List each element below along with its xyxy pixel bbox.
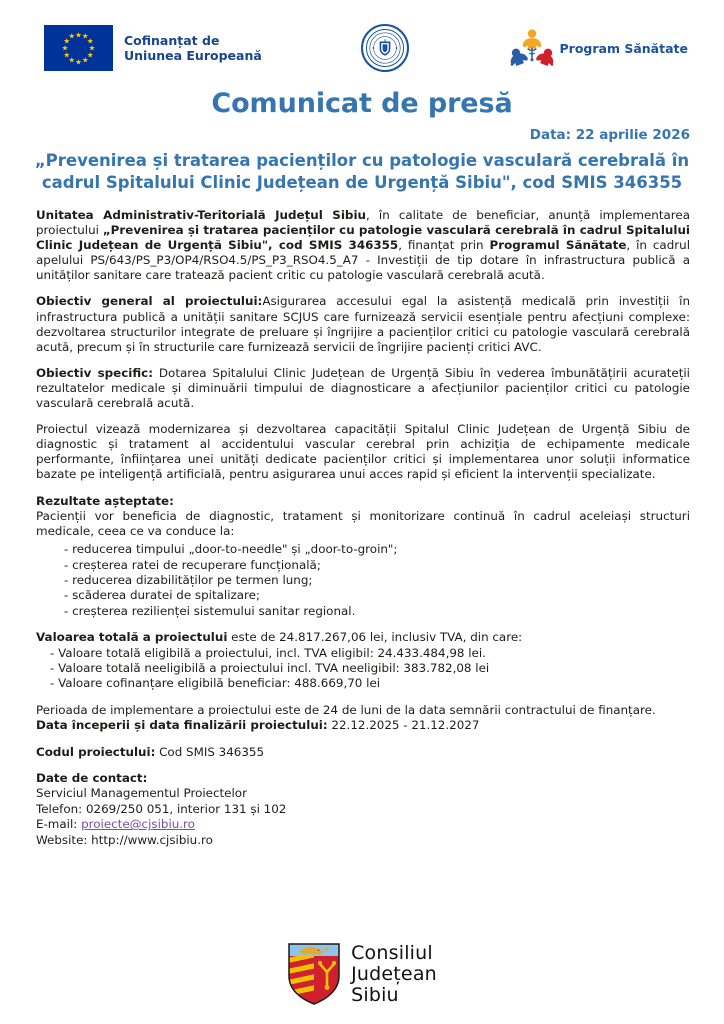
consiliul-judetean-sibiu-coat-of-arms-icon [287,942,341,1006]
project-dates-value: 22.12.2025 - 21.12.2027 [327,718,480,733]
program-sanatate-icon [509,28,555,68]
contact-department: Serviciul Managementul Proiectelor [36,786,247,801]
results-heading-text: Rezultate așteptate: [36,493,174,508]
eu-cofinancing-logo [44,25,262,71]
list-item: - creșterea ratei de recuperare funcțională; [64,557,321,572]
project-dates-label: Data începerii și data finalizării proiectului: [36,718,328,733]
list-item: - Valoare cofinanțare eligibilă beneficiar: 488.669,70 lei [50,676,381,691]
list-item: - scăderea duratei de spitalizare; [64,588,261,603]
project-code [36,745,690,760]
intro-program-name: Programul Sănătate [489,238,627,253]
list-item: - creșterea rezilienței sistemului sanitar regional. [64,603,356,618]
page-title: Comunicat de presă [211,88,513,119]
contact-email-link[interactable]: proiecte@cjsibiu.ro [81,817,195,832]
eu-flag-icon [44,25,113,71]
objective-specific-paragraph [36,366,690,411]
footer-line3: Sibiu [351,983,399,1006]
contact-heading-text: Date de contact: [36,770,148,785]
intro-paragraph [36,208,690,283]
budget-total-text: este de 24.817.267,06 lei, inclusiv TVA, din care: [227,630,523,645]
contact-phone: Telefon: 0269/250 051, interior 131 și 102 [36,801,287,816]
implementation-period: Perioada de implementare a proiectului este de 24 de luni de la data semnării contractului de finanțare. [36,702,656,717]
objective-specific-label: Obiectiv specific: [36,365,153,380]
intro-text1: , în calitate de beneficiar, anunță implementarea proiectului [36,208,691,238]
budget-list [36,646,690,692]
objective-general-label: Obiectiv general al proiectului: [36,294,263,309]
results-list [36,542,690,619]
list-item: - reducerea timpului „door-to-needle" și „door-to-groin"; [64,542,398,557]
results-intro: Pacienții vor beneficia de diagnostic, tratament și monitorizare continuă în cadrul aceleiași structuri medicale, ceea ce va conduce la: [36,508,690,538]
guvernul-romaniei-seal-icon [361,24,409,72]
program-sanatate-logo [509,28,688,68]
project-title: „Prevenirea și tratarea pacienților cu patologie vasculară cerebrală în cadrul Spitalului Clinic Județean de Urgență Sibiu", cod SMIS 346355 [34,151,690,192]
guvernul-romaniei-logo [361,24,409,72]
footer-logo-text [351,943,437,1006]
contact-email-row [36,817,690,832]
project-scope-paragraph: Proiectul vizează modernizarea și dezvoltarea capacității Spitalul Clinic Județean de Urgență Sibiu de diagnostic și tratament al accidentului vascular cerebral prin achiziția de echipamente medicale performante, înființarea unei unități dedicate pacienților critici și implementarea unor soluții informatice bazate pe inteligență artificială, pentru asigurarea unui acces rapid și eficient la intervenții specializate. [36,422,690,482]
results-heading [36,494,690,509]
list-item: - reducerea dizabilităților pe termen lung; [64,572,313,587]
list-item: - Valoare totală neeligibilă a proiectului incl. TVA neeligibil: 383.782,08 lei [50,660,490,675]
intro-project-name: „Prevenirea și tratarea pacienților cu patologie vasculară cerebrală în cadrul Spitalului Clinic Județean de Urgență Sibiu", cod SMIS 346355 [36,223,690,253]
budget-label: Valoarea totală a proiectului [36,630,228,645]
timeline-block [36,703,690,734]
contact-block [36,771,690,848]
program-sanatate-label: Program Sănătate [559,40,688,56]
eu-logo-text [124,33,262,64]
project-code-block [36,745,690,760]
objective-general-paragraph [36,294,690,354]
objective-specific-text: Dotarea Spitalului Clinic Județean de Urgență Sibiu în vederea îmbunătățirii acurateții rezultatelor medicale și diminuării timpului de diagnosticare a afecțiunilor pacienților critici cu patologie vasculară cerebrală acută. [36,365,690,411]
footer-line1: Consiliul [351,941,433,964]
contact-email-label: E-mail: [36,817,82,832]
intro-text2: , finanțat prin [398,238,490,253]
document-date: Data: 22 aprilie 2026 [529,127,690,143]
document-body [0,208,724,848]
intro-beneficiary: Unitatea Administrativ-Teritorială Județul Sibiu [36,208,366,222]
project-code-label: Codul proiectului: [36,744,156,759]
footer-logo-block [0,942,724,1006]
intro-text3: , în cadrul apelului PS/643/PS_P3/OP4/RSO4.5/PS_P3_RSO4.5_A7 - Investiții de tip dotare în infrastructura publică a unităților sanitare care tratează pacient critic cu patologie vasculară cerebrală acută. [36,238,690,283]
project-dates [36,718,690,733]
contact-website: Website: http://www.cjsibiu.ro [36,832,213,847]
budget-heading [36,630,690,645]
footer-line2: Județean [351,962,437,985]
contact-heading [36,771,690,786]
objective-general-text: Asigurarea accesului egal la asistență medicală prin investiții în infrastructura publică a unității sanitare SCJUS care furnizează servicii esențiale pentru afecțiuni complexe: dezvoltarea structurilor integrate de preluare și îngrijire a pacienților critici cu patologie vasculară cerebrală acută, precum și în structurile care furnizează servicii de îngrijire pacienți critici AVC. [36,294,690,354]
logo-bar [0,0,724,78]
eu-logo-line1: Cofinanțat de [124,32,220,48]
project-code-value: Cod SMIS 346355 [155,744,265,759]
list-item: - Valoare totală eligibilă a proiectului, incl. TVA eligibil: 24.433.484,98 lei. [50,645,486,660]
eu-logo-line2: Uniunea Europeană [124,48,262,63]
